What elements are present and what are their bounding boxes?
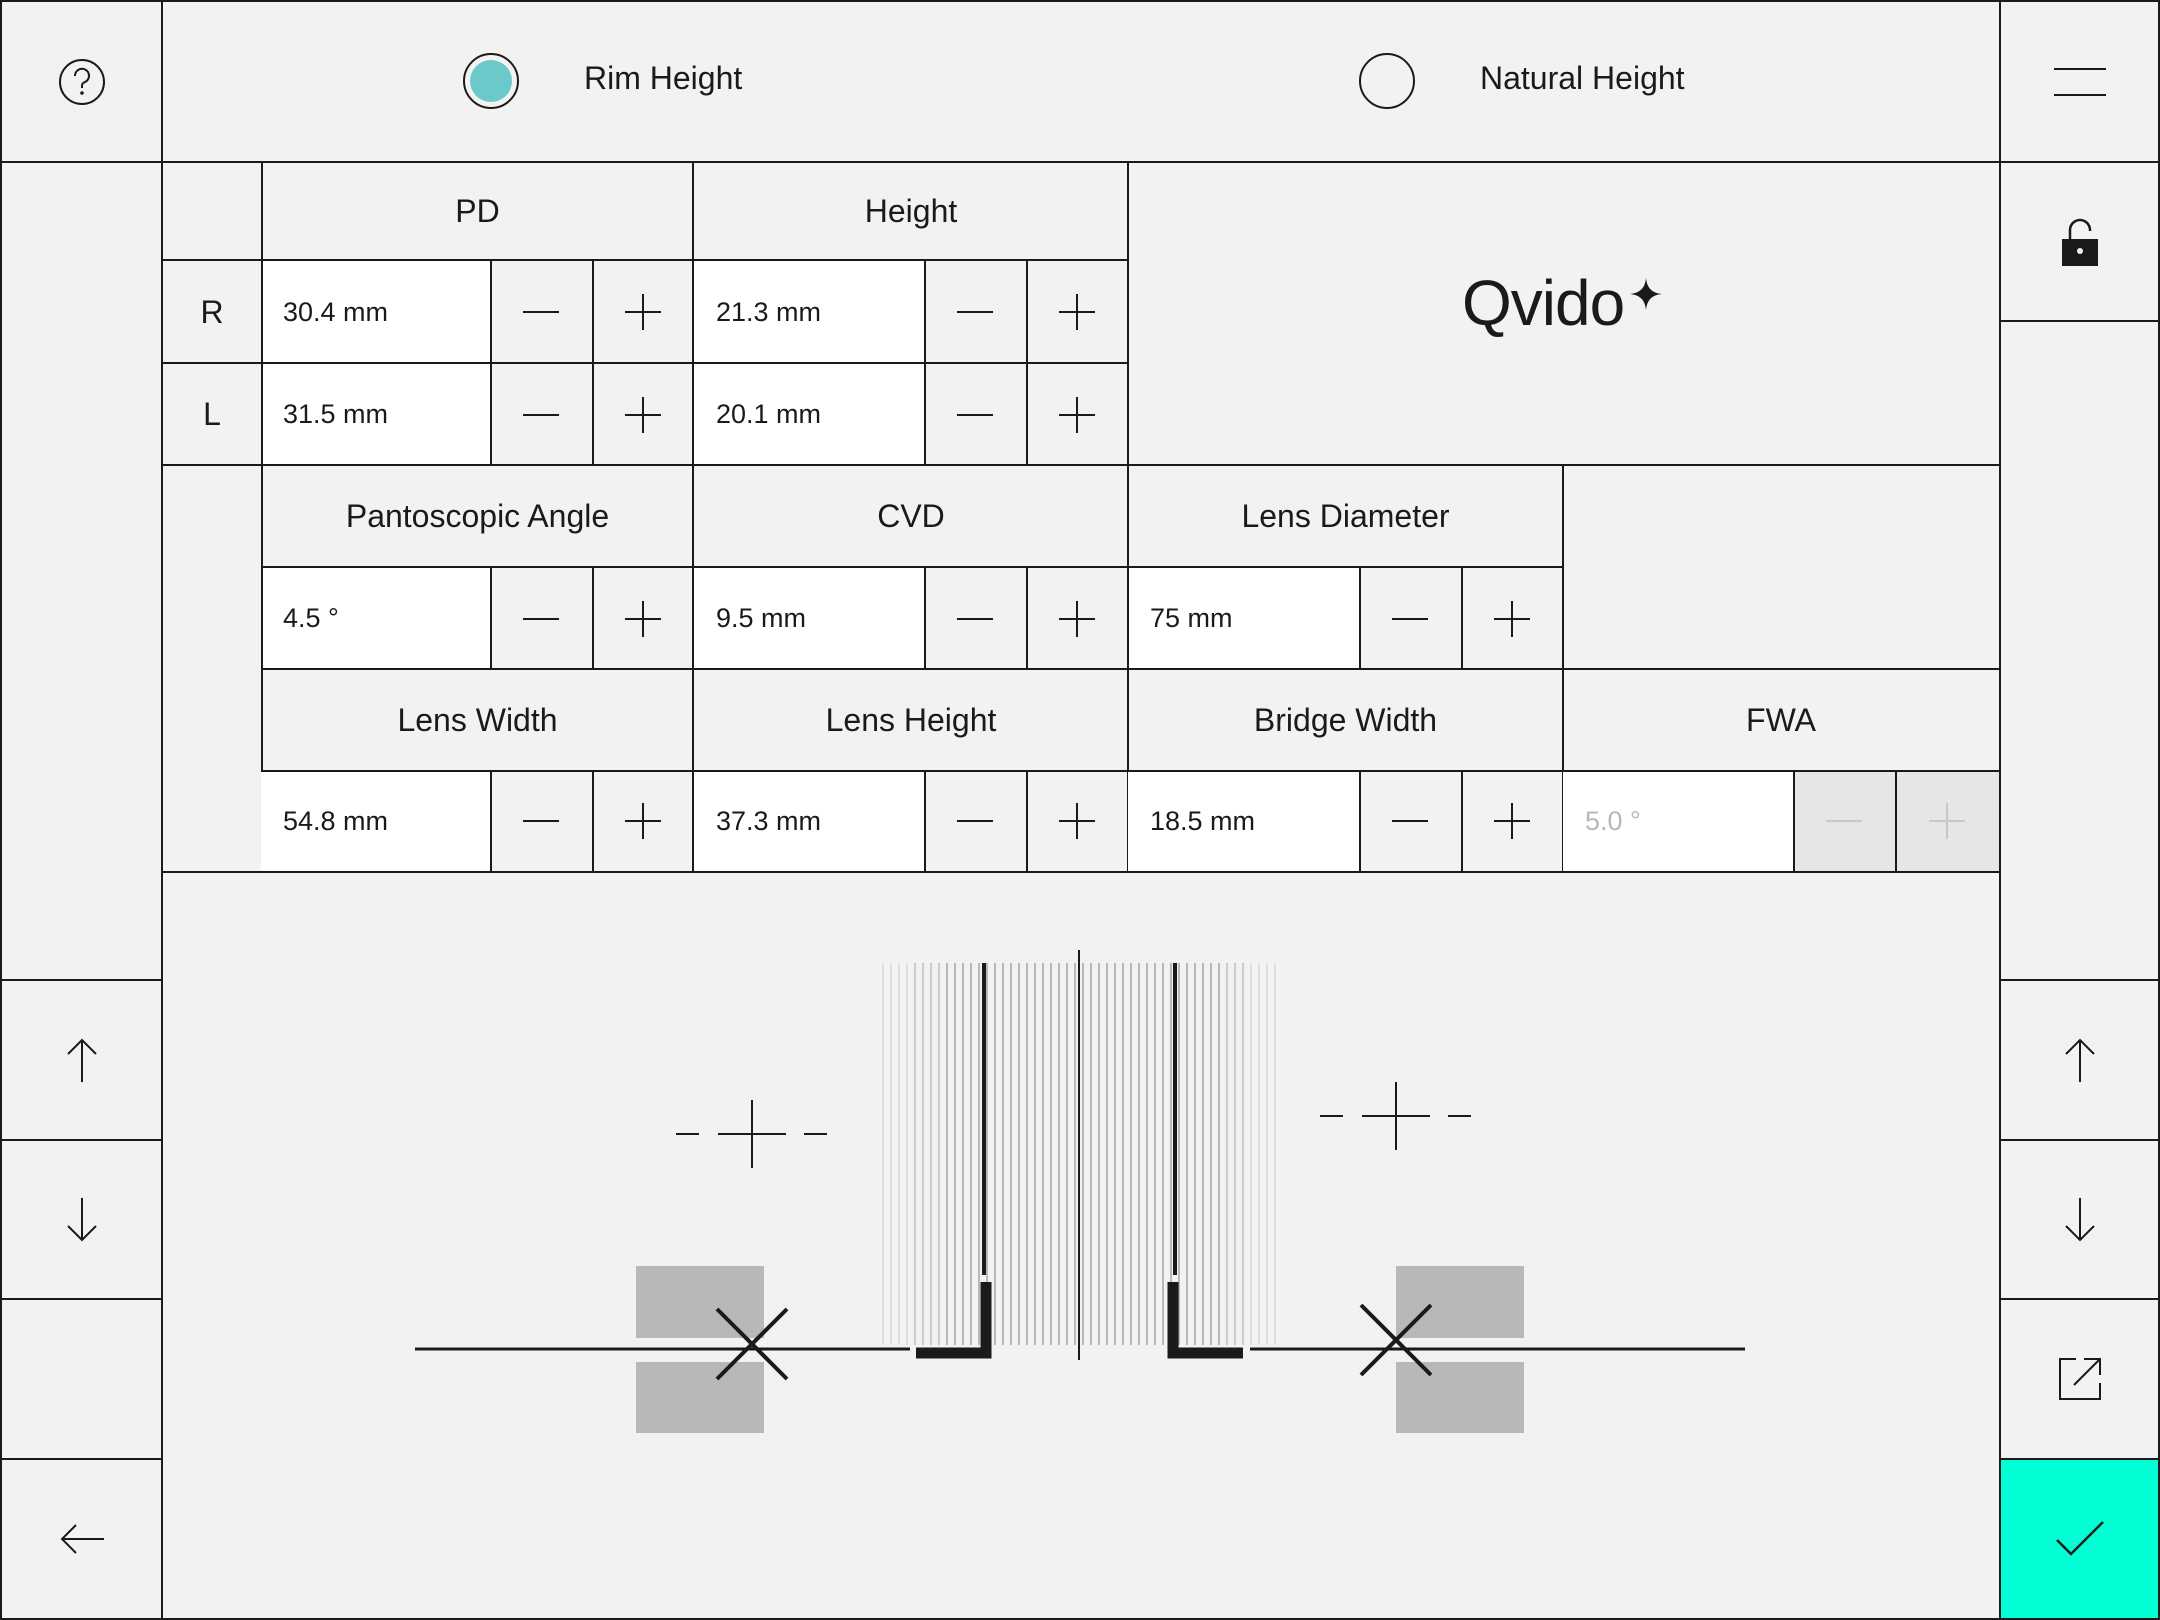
brand-name: Qvido xyxy=(1462,267,1625,339)
minus-icon xyxy=(1392,819,1428,823)
pd-value-r[interactable]: 30.4 mm xyxy=(261,261,490,363)
minus-icon xyxy=(957,310,993,314)
plus-icon xyxy=(625,601,661,637)
arrow-up-icon xyxy=(2060,1036,2100,1084)
back-button[interactable] xyxy=(2,1460,161,1618)
pantoscopic-angle-header: Pantoscopic Angle xyxy=(345,498,610,534)
minus-icon xyxy=(523,819,559,823)
lens-width-value[interactable]: 54.8 mm xyxy=(261,771,490,871)
minus-icon xyxy=(1392,617,1428,621)
plus-icon xyxy=(625,803,661,839)
export-button[interactable] xyxy=(2001,1300,2158,1458)
arrow-up-icon xyxy=(62,1036,102,1084)
height-decrease-r-button[interactable] xyxy=(924,261,1026,363)
right-lens-box-bottom xyxy=(1396,1362,1524,1433)
lens-diameter-decrease-button[interactable] xyxy=(1359,568,1461,669)
sparkle-icon xyxy=(1630,278,1662,310)
lens-diameter-header: Lens Diameter xyxy=(1241,498,1450,534)
external-link-icon xyxy=(2056,1355,2104,1403)
bridge-width-value[interactable]: 18.5 mm xyxy=(1128,771,1359,871)
help-button[interactable] xyxy=(2,2,161,161)
plus-icon xyxy=(1929,803,1965,839)
left-move-up-button[interactable] xyxy=(2,981,161,1139)
arrow-down-icon xyxy=(2060,1196,2100,1244)
height-header: Height xyxy=(864,193,958,229)
height-increase-r-button[interactable] xyxy=(1026,261,1128,363)
plus-icon xyxy=(1494,803,1530,839)
lock-button[interactable] xyxy=(2001,163,2158,320)
fwa-increase-button xyxy=(1895,771,1999,871)
arrow-left-icon xyxy=(58,1519,106,1559)
plus-icon xyxy=(1494,601,1530,637)
lens-width-increase-button[interactable] xyxy=(592,771,694,871)
right-lens-box-top xyxy=(1396,1266,1524,1338)
lens-diameter-value[interactable]: 75 mm xyxy=(1128,568,1359,669)
plus-icon xyxy=(1059,803,1095,839)
lens-width-header: Lens Width xyxy=(397,701,558,738)
plus-icon xyxy=(1059,601,1095,637)
pantoscopic-angle-increase-button[interactable] xyxy=(592,568,694,669)
minus-icon xyxy=(957,413,993,417)
lens-height-increase-button[interactable] xyxy=(1026,771,1128,871)
fwa-decrease-button xyxy=(1793,771,1895,871)
height-value-l[interactable]: 20.1 mm xyxy=(694,364,924,465)
radio-selected-icon xyxy=(462,52,520,110)
brand-logo xyxy=(1462,266,1722,356)
plus-icon xyxy=(1059,294,1095,330)
menu-button[interactable] xyxy=(2001,2,2158,161)
minus-icon xyxy=(523,413,559,417)
pd-decrease-l-button[interactable] xyxy=(490,364,592,465)
lens-height-decrease-button[interactable] xyxy=(924,771,1026,871)
pd-header: PD xyxy=(455,193,500,229)
cvd-value[interactable]: 9.5 mm xyxy=(694,568,924,669)
fwa-value: 5.0 ° xyxy=(1563,771,1793,871)
bridge-width-decrease-button[interactable] xyxy=(1359,771,1461,871)
eye-label: R xyxy=(200,293,224,330)
confirm-button[interactable] xyxy=(2001,1460,2158,1618)
pantoscopic-angle-decrease-button[interactable] xyxy=(490,568,592,669)
rim-height-option[interactable] xyxy=(462,50,782,110)
help-icon xyxy=(58,58,106,106)
minus-icon xyxy=(957,819,993,823)
pd-increase-l-button[interactable] xyxy=(592,364,694,465)
checkmark-icon xyxy=(2055,1520,2105,1558)
left-move-down-button[interactable] xyxy=(2,1141,161,1298)
cvd-decrease-button[interactable] xyxy=(924,568,1026,669)
alignment-view xyxy=(163,875,1999,1618)
natural-height-option[interactable] xyxy=(1358,50,1718,110)
right-corner-bracket xyxy=(1173,1282,1243,1353)
arrow-down-icon xyxy=(62,1196,102,1244)
height-decrease-l-button[interactable] xyxy=(924,364,1026,465)
pd-decrease-r-button[interactable] xyxy=(490,261,592,363)
pantoscopic-angle-value[interactable]: 4.5 ° xyxy=(261,568,490,669)
rim-height-label: Rim Height xyxy=(584,60,743,96)
bridge-width-header: Bridge Width xyxy=(1253,701,1438,738)
right-move-down-button[interactable] xyxy=(2001,1141,2158,1298)
lock-icon xyxy=(2060,217,2100,267)
menu-icon xyxy=(2054,67,2106,97)
lens-diameter-increase-button[interactable] xyxy=(1461,568,1563,669)
lens-width-decrease-button[interactable] xyxy=(490,771,592,871)
left-lens-box-bottom xyxy=(636,1362,764,1433)
lens-height-header: Lens Height xyxy=(825,701,997,738)
natural-height-label: Natural Height xyxy=(1480,60,1685,96)
minus-icon xyxy=(523,310,559,314)
plus-icon xyxy=(625,294,661,330)
eye-label: L xyxy=(203,396,221,432)
cvd-header: CVD xyxy=(877,498,945,534)
plus-icon xyxy=(625,397,661,433)
left-crosshair xyxy=(676,1100,827,1168)
lens-height-value[interactable]: 37.3 mm xyxy=(694,771,924,871)
fwa-header: FWA xyxy=(1746,701,1816,738)
left-lens-box-top xyxy=(636,1266,764,1338)
cvd-increase-button[interactable] xyxy=(1026,568,1128,669)
radio-unselected-icon xyxy=(1358,52,1416,110)
height-value-r[interactable]: 21.3 mm xyxy=(694,261,924,363)
height-increase-l-button[interactable] xyxy=(1026,364,1128,465)
bridge-width-increase-button[interactable] xyxy=(1461,771,1563,871)
minus-icon xyxy=(523,617,559,621)
right-move-up-button[interactable] xyxy=(2001,981,2158,1139)
left-corner-bracket xyxy=(916,1282,986,1353)
right-crosshair xyxy=(1320,1082,1471,1150)
pd-increase-r-button[interactable] xyxy=(592,261,694,363)
minus-icon xyxy=(1826,819,1862,823)
plus-icon xyxy=(1059,397,1095,433)
pd-value-l[interactable]: 31.5 mm xyxy=(261,364,490,465)
minus-icon xyxy=(957,617,993,621)
